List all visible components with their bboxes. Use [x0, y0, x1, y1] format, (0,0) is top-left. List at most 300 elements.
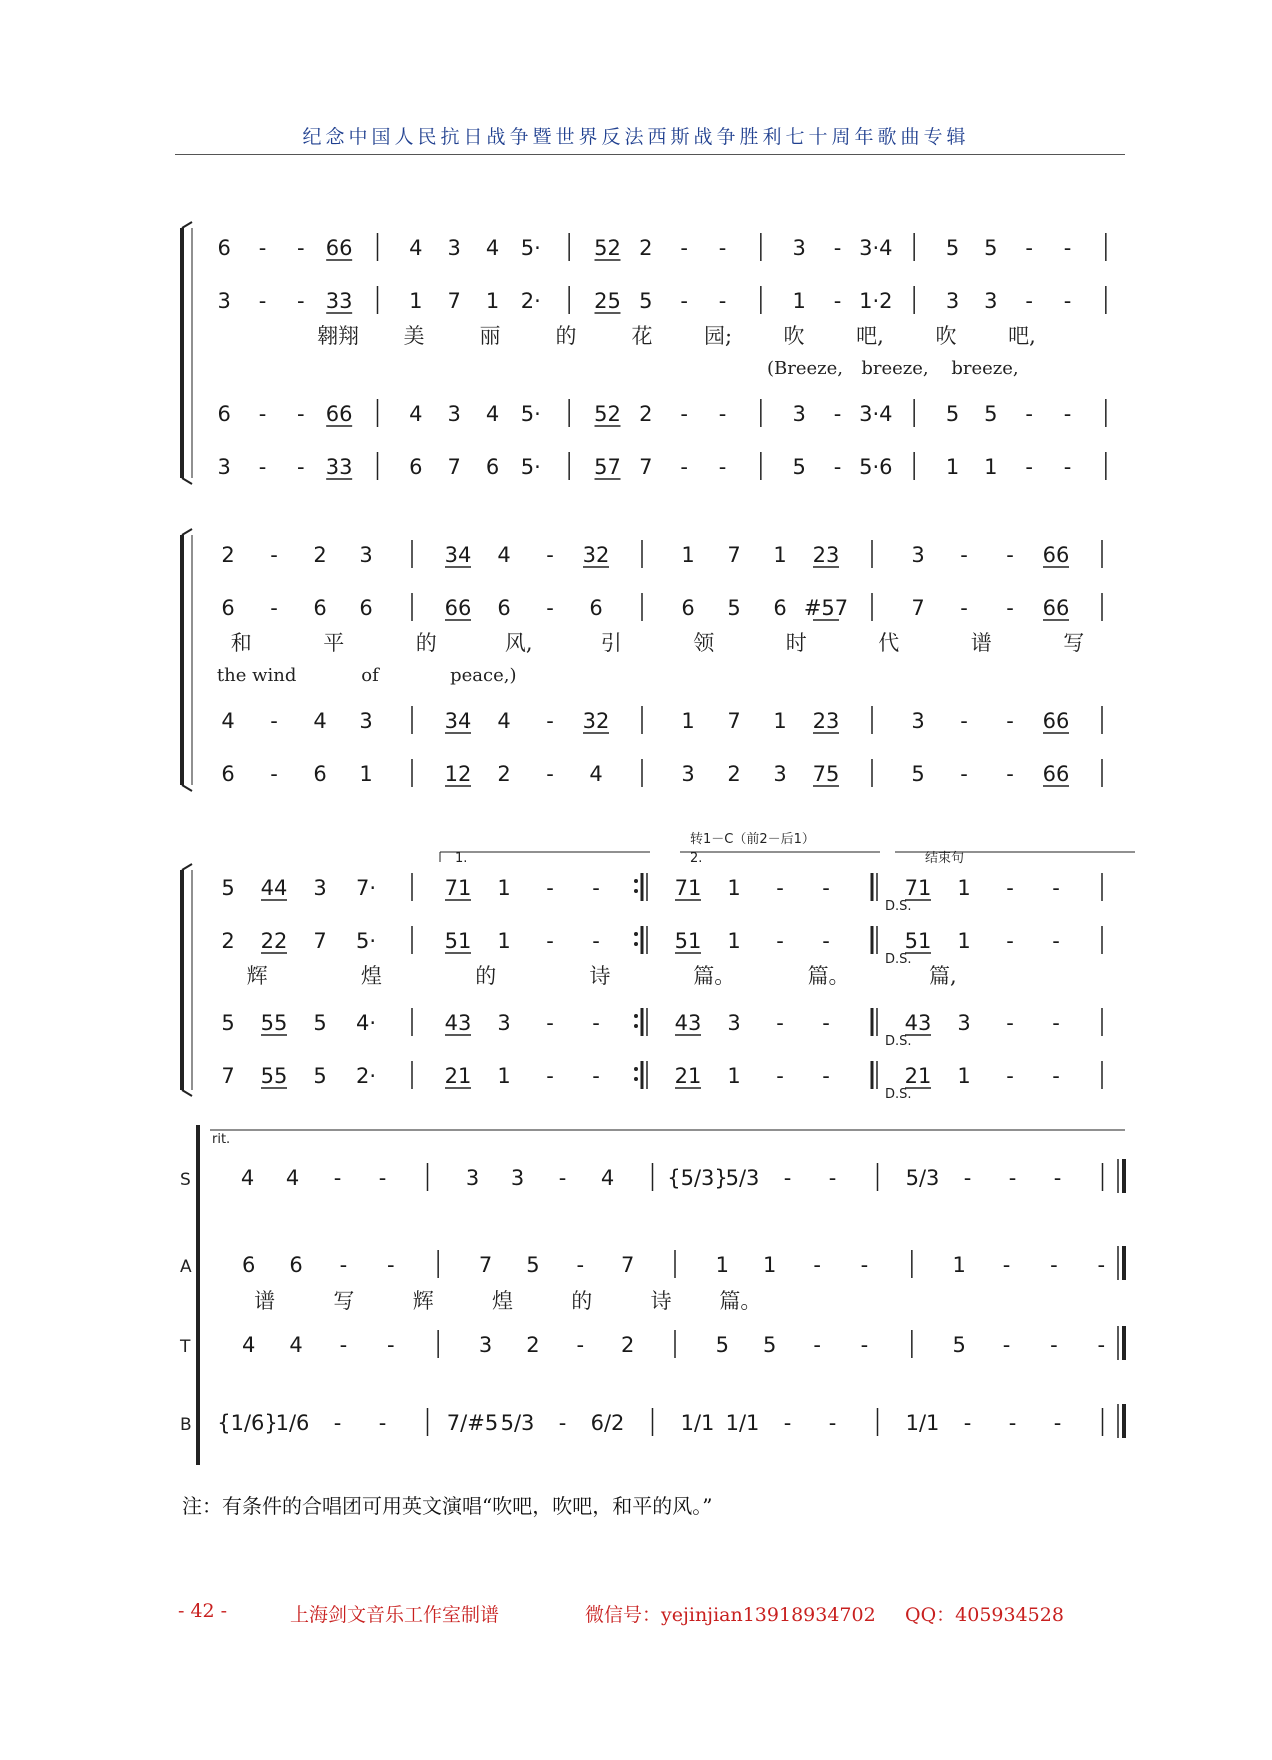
- alto-note: 3: [217, 289, 231, 313]
- dash-note: -: [783, 1166, 792, 1190]
- dash-note: -: [1006, 543, 1014, 567]
- dash-note: -: [1006, 876, 1014, 900]
- soprano-note: 3: [313, 876, 327, 900]
- soprano-note: 34: [444, 543, 472, 567]
- dash-note: -: [1063, 289, 1072, 313]
- dash-note: -: [813, 1333, 821, 1357]
- bass-note: 5/3: [500, 1411, 535, 1435]
- alto-note: 25: [594, 289, 621, 313]
- dash-note: -: [776, 876, 784, 900]
- dash-note: -: [833, 455, 842, 479]
- dash-note: -: [546, 1064, 554, 1088]
- dash-note: -: [1052, 929, 1060, 953]
- alto-note: 6: [681, 596, 695, 620]
- dash-note: -: [333, 1411, 342, 1435]
- tenor-note: 3: [911, 709, 925, 733]
- modulation-mark: 转1－C（前2－后1）: [690, 832, 815, 847]
- tenor-note: 3: [447, 402, 461, 426]
- bass-note: 7: [221, 1064, 235, 1088]
- bass-note: 12: [444, 762, 472, 786]
- soprano-note: 4: [240, 1166, 255, 1190]
- lyric-word: 翱翔: [317, 324, 359, 348]
- dash-note: -: [822, 1011, 830, 1035]
- dash-note: -: [270, 762, 278, 786]
- dash-note: -: [378, 1166, 387, 1190]
- alto-note: 7: [447, 289, 461, 313]
- tenor-note: 43: [674, 1011, 702, 1035]
- bass-note: 5: [911, 762, 925, 786]
- soprano-note: 1: [681, 543, 695, 567]
- soprano-note: 71: [904, 876, 932, 900]
- dash-note: -: [718, 289, 727, 313]
- alto-note: 51: [444, 929, 472, 953]
- dash-note: -: [546, 543, 554, 567]
- system-bracket-hook: [182, 1090, 192, 1096]
- alto-note: 5: [639, 289, 653, 313]
- bass-note: 21: [904, 1064, 932, 1088]
- tenor-note: 3: [727, 1011, 741, 1035]
- dash-note: -: [378, 1411, 387, 1435]
- soprano-note: 3: [510, 1166, 525, 1190]
- dash-note: -: [1006, 709, 1014, 733]
- dash-note: -: [592, 876, 600, 900]
- lyric-word: 丽: [479, 324, 501, 348]
- soprano-note: 1: [957, 876, 971, 900]
- ds-mark: D.S.: [885, 1034, 912, 1049]
- dash-note: -: [680, 236, 688, 260]
- tenor-note: 4: [497, 709, 511, 733]
- bass-note: 5: [313, 1064, 327, 1088]
- lyric-word: 园;: [703, 324, 733, 348]
- english-lyric: the wind: [216, 665, 297, 686]
- dash-note: -: [333, 1166, 342, 1190]
- lyric-word: 的: [415, 631, 437, 655]
- lyric-word: 平: [323, 631, 345, 655]
- volta-1-label: 1.: [455, 851, 468, 866]
- bass-note: 2·: [355, 1064, 377, 1088]
- tenor-note: 1: [773, 709, 787, 733]
- tenor-note: 66: [325, 402, 353, 426]
- repeat-dot: [634, 1024, 638, 1028]
- lyric-word: 的: [555, 324, 577, 348]
- tenor-note: 4: [409, 402, 423, 426]
- soprano-note: 71: [444, 876, 472, 900]
- dash-note: -: [776, 1011, 784, 1035]
- bass-note: 33: [325, 455, 353, 479]
- bass-note: 21: [674, 1064, 702, 1088]
- english-lyric: peace,): [450, 665, 517, 686]
- dash-note: -: [297, 402, 305, 426]
- dash-note: -: [1006, 1011, 1014, 1035]
- soprano-note: 7: [727, 543, 741, 567]
- lyric-word: 吧,: [1008, 324, 1036, 348]
- dash-note: -: [1006, 596, 1014, 620]
- repeat-dot: [634, 879, 638, 883]
- soprano-note: 4: [409, 236, 423, 260]
- alto-note: 5: [727, 596, 741, 620]
- dash-note: -: [339, 1253, 348, 1277]
- bass-note: 55: [260, 1064, 288, 1088]
- bass-note: 4: [589, 762, 603, 786]
- bass-note: 5·: [520, 455, 541, 479]
- tenor-note: 23: [812, 709, 840, 733]
- tenor-note: 5: [715, 1333, 730, 1357]
- alto-note: 7: [620, 1253, 635, 1277]
- dash-note: -: [828, 1411, 837, 1435]
- alto-note: 2: [221, 929, 235, 953]
- bass-note: 6/2: [590, 1411, 625, 1435]
- dash-note: -: [1097, 1253, 1106, 1277]
- soprano-note: 4: [485, 236, 500, 260]
- dash-note: -: [1050, 1253, 1058, 1277]
- repeat-dot: [634, 1014, 638, 1018]
- dash-note: -: [1053, 1166, 1062, 1190]
- tenor-note: 2: [620, 1333, 635, 1357]
- alto-note: 5·: [355, 929, 377, 953]
- dash-note: -: [1025, 455, 1033, 479]
- soprano-note: 5·: [520, 236, 541, 260]
- bass-note: 6: [313, 762, 327, 786]
- repeat-dot: [634, 1077, 638, 1081]
- dash-note: -: [960, 709, 968, 733]
- dash-note: -: [960, 543, 968, 567]
- lyric-word: 煌: [360, 964, 382, 988]
- dash-note: -: [1097, 1333, 1106, 1357]
- alto-note: 1: [409, 289, 423, 313]
- soprano-note: 1: [773, 543, 787, 567]
- tenor-note: 2: [526, 1333, 540, 1357]
- alto-note: 2·: [520, 289, 541, 313]
- dash-note: -: [297, 289, 305, 313]
- alto-note: 3: [984, 289, 998, 313]
- dash-note: -: [339, 1333, 348, 1357]
- ds-mark: D.S.: [885, 899, 912, 914]
- dash-note: -: [833, 402, 842, 426]
- english-lyric: breeze,: [861, 358, 929, 379]
- dash-note: -: [718, 236, 727, 260]
- soprano-note: 3: [359, 543, 373, 567]
- footnote: 注：有条件的合唱团可用英文演唱“吹吧，吹吧，和平的风。”: [182, 1494, 713, 1518]
- lyric-word: 诗: [589, 964, 611, 988]
- alto-note: 6: [497, 596, 511, 620]
- soprano-note: 3·4: [859, 236, 893, 260]
- bass-note: 6: [409, 455, 423, 479]
- voice-label-s: S: [180, 1170, 191, 1190]
- dash-note: -: [680, 402, 688, 426]
- soprano-note: 71: [674, 876, 702, 900]
- soprano-note: 3: [447, 236, 461, 260]
- bass-note: 1: [727, 1064, 741, 1088]
- bass-note: 21: [444, 1064, 472, 1088]
- dash-note: -: [558, 1166, 567, 1190]
- soprano-note: 4: [600, 1166, 615, 1190]
- soprano-note: 3: [465, 1166, 480, 1190]
- soprano-note: {5/3}: [667, 1166, 728, 1190]
- tenor-note: 7: [727, 709, 741, 733]
- english-lyric: of: [361, 665, 379, 686]
- dash-note: -: [258, 402, 267, 426]
- repeat-dot: [634, 942, 638, 946]
- dash-note: -: [860, 1333, 869, 1357]
- tenor-note: 5·: [520, 402, 541, 426]
- soprano-note: 5: [945, 236, 960, 260]
- bass-note: 66: [1042, 762, 1070, 786]
- tenor-note: 43: [904, 1011, 932, 1035]
- dash-note: -: [1063, 402, 1072, 426]
- dash-note: -: [833, 289, 842, 313]
- lyric-word: 吹: [935, 324, 957, 348]
- dash-note: -: [258, 236, 267, 260]
- voice-label-a: A: [180, 1257, 192, 1277]
- repeat-dot: [634, 889, 638, 893]
- lyric-word: 写: [1063, 631, 1085, 655]
- bass-note: 7: [639, 455, 653, 479]
- soprano-note: 5: [221, 876, 235, 900]
- bass-note: 5: [792, 455, 806, 479]
- soprano-note: 23: [812, 543, 840, 567]
- alto-note: 6: [221, 596, 235, 620]
- lyric-word: 谱: [970, 631, 992, 655]
- alto-note: 22: [260, 929, 288, 953]
- tenor-note: 5: [984, 402, 998, 426]
- dash-note: -: [546, 876, 554, 900]
- dash-note: -: [860, 1253, 869, 1277]
- page-number: - 42 -: [178, 1600, 228, 1622]
- soprano-note: 6: [217, 236, 231, 260]
- lyric-word: 领: [693, 631, 715, 655]
- lyric-word: 篇,: [929, 964, 957, 988]
- tenor-note: 1: [681, 709, 695, 733]
- alto-note: 51: [674, 929, 702, 953]
- rit-mark: rit.: [212, 1132, 231, 1147]
- system-bracket-hook: [182, 222, 192, 228]
- soprano-note: 1: [497, 876, 511, 900]
- lyric-word: 和: [230, 631, 252, 655]
- alto-note: 6: [773, 596, 787, 620]
- alto-note: 1: [952, 1253, 966, 1277]
- dash-note: -: [546, 929, 554, 953]
- dash-note: -: [270, 709, 278, 733]
- english-lyric: breeze,: [951, 358, 1019, 379]
- tenor-note: 3: [478, 1333, 493, 1357]
- bass-note: 3: [773, 762, 787, 786]
- ending-label: 结束句: [925, 851, 965, 866]
- dash-note: -: [576, 1333, 585, 1357]
- qq-number: QQ：405934528: [905, 1604, 1064, 1626]
- tenor-note: 55: [260, 1011, 288, 1035]
- dash-note: -: [1025, 289, 1033, 313]
- lyric-word: 风,: [504, 631, 533, 655]
- soprano-note: 3: [792, 236, 806, 260]
- dash-note: -: [963, 1411, 972, 1435]
- alto-note: 66: [1042, 596, 1070, 620]
- tenor-note: 5: [313, 1011, 327, 1035]
- dash-note: -: [680, 289, 688, 313]
- dash-note: -: [1002, 1333, 1011, 1357]
- tenor-note: 66: [1042, 709, 1070, 733]
- bass-note: 2: [727, 762, 741, 786]
- soprano-note: 66: [325, 236, 353, 260]
- dash-note: -: [963, 1166, 972, 1190]
- tenor-note: 3: [957, 1011, 971, 1035]
- dash-note: -: [1063, 455, 1072, 479]
- bass-note: 6: [221, 762, 235, 786]
- dash-note: -: [783, 1411, 792, 1435]
- lyric-word: 篇。: [719, 1289, 762, 1313]
- lyric-word: 美: [403, 324, 425, 348]
- soprano-note: 2: [221, 543, 235, 567]
- lyric-word: 吧,: [856, 324, 884, 348]
- alto-note: 7: [478, 1253, 493, 1277]
- alto-note: 7: [911, 596, 925, 620]
- soprano-note: 5/3: [905, 1166, 940, 1190]
- dash-note: -: [546, 709, 554, 733]
- dash-note: -: [592, 1011, 600, 1035]
- soprano-note: 5: [984, 236, 998, 260]
- dash-note: -: [1008, 1411, 1017, 1435]
- dash-note: -: [592, 1064, 600, 1088]
- lyric-word: 辉: [246, 964, 268, 988]
- soprano-note: 7·: [355, 876, 377, 900]
- dash-note: -: [258, 289, 267, 313]
- repeat-dot: [634, 1067, 638, 1071]
- lyric-word: 谱: [254, 1289, 276, 1313]
- tenor-note: 32: [582, 709, 610, 733]
- dash-note: -: [776, 1064, 784, 1088]
- dash-note: -: [776, 929, 784, 953]
- dash-note: -: [546, 1011, 554, 1035]
- soprano-note: 66: [1042, 543, 1070, 567]
- bass-note: 1: [957, 1064, 971, 1088]
- alto-note: 7: [313, 929, 327, 953]
- ds-mark: D.S.: [885, 952, 912, 967]
- soprano-note: 3: [911, 543, 925, 567]
- lyric-word: 吹: [783, 324, 805, 348]
- dash-note: -: [1053, 1411, 1062, 1435]
- alto-note: 5: [526, 1253, 540, 1277]
- dash-note: -: [1052, 876, 1060, 900]
- alto-note: 1: [497, 929, 511, 953]
- bass-note: 1/1: [725, 1411, 760, 1435]
- wechat-id: 微信号：yejinjian13918934702: [585, 1604, 876, 1626]
- tenor-note: 2: [639, 402, 653, 426]
- tenor-note: 3: [359, 709, 373, 733]
- alto-note: 6: [313, 596, 327, 620]
- bass-note: {1/6}: [217, 1411, 278, 1435]
- dash-note: -: [1050, 1333, 1058, 1357]
- alto-note: 1·2: [859, 289, 893, 313]
- bass-note: 3: [217, 455, 231, 479]
- tenor-note: 4·: [355, 1011, 377, 1035]
- bass-note: 1: [359, 762, 373, 786]
- dash-note: -: [828, 1166, 837, 1190]
- ds-mark: D.S.: [885, 1087, 912, 1102]
- lyric-word: 篇。: [807, 964, 850, 988]
- soprano-note: 2: [313, 543, 327, 567]
- studio-credit: 上海剑文音乐工作室制谱: [290, 1604, 500, 1626]
- alto-note: 6: [289, 1253, 303, 1277]
- dash-note: -: [297, 455, 305, 479]
- dash-note: -: [822, 1064, 830, 1088]
- bass-note: 3: [681, 762, 695, 786]
- bass-note: 1/1: [680, 1411, 715, 1435]
- dash-note: -: [960, 596, 968, 620]
- page-header-title: 纪念中国人民抗日战争暨世界反法西斯战争胜利七十周年歌曲专辑: [302, 126, 970, 148]
- dash-note: -: [270, 543, 278, 567]
- bass-note: 5·6: [859, 455, 893, 479]
- soprano-note: 2: [639, 236, 653, 260]
- tenor-note: 4: [313, 709, 327, 733]
- alto-note: 6: [589, 596, 603, 620]
- volta-2-label: 2.: [690, 851, 703, 866]
- soprano-note: 1: [727, 876, 741, 900]
- soprano-note: 44: [260, 876, 288, 900]
- dash-note: -: [270, 596, 278, 620]
- dash-note: -: [813, 1253, 821, 1277]
- dash-note: -: [718, 455, 727, 479]
- soprano-note: 4: [497, 543, 511, 567]
- bass-note: 1: [945, 455, 960, 479]
- tenor-note: 3: [792, 402, 806, 426]
- dash-note: -: [576, 1253, 585, 1277]
- lyric-word: 的: [571, 1289, 593, 1313]
- lyric-word: 篇。: [693, 964, 736, 988]
- dash-note: -: [718, 402, 727, 426]
- dash-note: -: [1006, 762, 1014, 786]
- bass-note: 1/1: [905, 1411, 940, 1435]
- bass-note: 7: [447, 455, 461, 479]
- dash-note: -: [1008, 1166, 1017, 1190]
- soprano-note: 32: [582, 543, 610, 567]
- dash-note: -: [1025, 236, 1033, 260]
- dash-note: -: [680, 455, 688, 479]
- dash-note: -: [387, 1333, 395, 1357]
- soprano-note: 52: [594, 236, 621, 260]
- tenor-note: 3: [497, 1011, 511, 1035]
- voice-label-t: T: [180, 1337, 191, 1357]
- tenor-note: 6: [217, 402, 231, 426]
- bass-note: 1: [984, 455, 998, 479]
- tenor-note: 5: [763, 1333, 777, 1357]
- alto-note: #57: [803, 596, 849, 620]
- tenor-note: 4: [289, 1333, 303, 1357]
- tenor-note: 4: [221, 709, 235, 733]
- dash-note: -: [1052, 1064, 1060, 1088]
- soprano-note: 4: [285, 1166, 300, 1190]
- lyric-word: 引: [600, 631, 622, 655]
- alto-note: 1: [727, 929, 741, 953]
- alto-note: 1: [792, 289, 806, 313]
- alto-note: 1: [715, 1253, 730, 1277]
- bass-note: 57: [594, 455, 621, 479]
- system-bracket-hook: [182, 864, 192, 870]
- dash-note: -: [833, 236, 842, 260]
- lyric-word: 的: [475, 964, 497, 988]
- dash-note: -: [387, 1253, 395, 1277]
- dash-note: -: [1006, 1064, 1014, 1088]
- tenor-note: 34: [444, 709, 472, 733]
- lyric-word: 诗: [650, 1289, 672, 1313]
- bass-note: 1: [497, 1064, 511, 1088]
- bass-note: 75: [812, 762, 840, 786]
- tenor-note: 5: [221, 1011, 235, 1035]
- dash-note: -: [592, 929, 600, 953]
- tenor-note: 3·4: [859, 402, 893, 426]
- repeat-dot: [634, 932, 638, 936]
- lyric-word: 代: [878, 631, 900, 655]
- tenor-note: 4: [485, 402, 500, 426]
- tenor-note: 52: [594, 402, 621, 426]
